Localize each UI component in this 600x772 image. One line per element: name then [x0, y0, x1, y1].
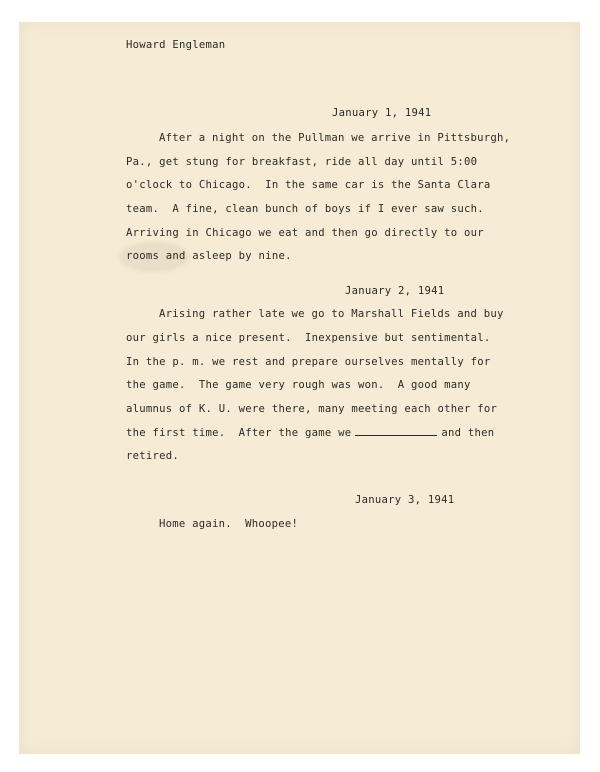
entry-line: Pa., get stung for breakfast, ride all day until 5:00: [126, 156, 478, 168]
entry-line: alumnus of K. U. were there, many meeting each other for: [126, 403, 498, 415]
entry-line: Home again. Whoopee!: [159, 518, 299, 530]
entry-line: the game. The game very rough was won. A good many: [126, 379, 471, 391]
typed-letter-page: [19, 22, 580, 754]
text-before-blank: the first time. After the game we: [126, 427, 352, 439]
text-after-blank: and then: [441, 427, 495, 439]
entry-line: Arriving in Chicago we eat and then go directly to our: [126, 227, 484, 239]
entry-line-with-blank: [126, 427, 494, 439]
entry-date: January 2, 1941: [345, 285, 445, 297]
entry-line: In the p. m. we rest and prepare ourselves mentally for: [126, 356, 491, 368]
entry-line: rooms and asleep by nine.: [126, 250, 292, 262]
entry-line: Arising rather late we go to Marshall Fields and buy: [159, 308, 504, 320]
entry-line: After a night on the Pullman we arrive in Pittsburgh,: [159, 132, 511, 144]
entry-line: retired.: [126, 450, 180, 462]
author-name: Howard Engleman: [126, 39, 226, 51]
fill-in-blank: [355, 434, 437, 436]
entry-line: our girls a nice present. Inexpensive but sentimental.: [126, 332, 491, 344]
entry-date: January 3, 1941: [355, 494, 455, 506]
entry-line: team. A fine, clean bunch of boys if I ever saw such.: [126, 203, 484, 215]
entry-line: o'clock to Chicago. In the same car is the Santa Clara: [126, 179, 491, 191]
entry-date: January 1, 1941: [332, 107, 432, 119]
